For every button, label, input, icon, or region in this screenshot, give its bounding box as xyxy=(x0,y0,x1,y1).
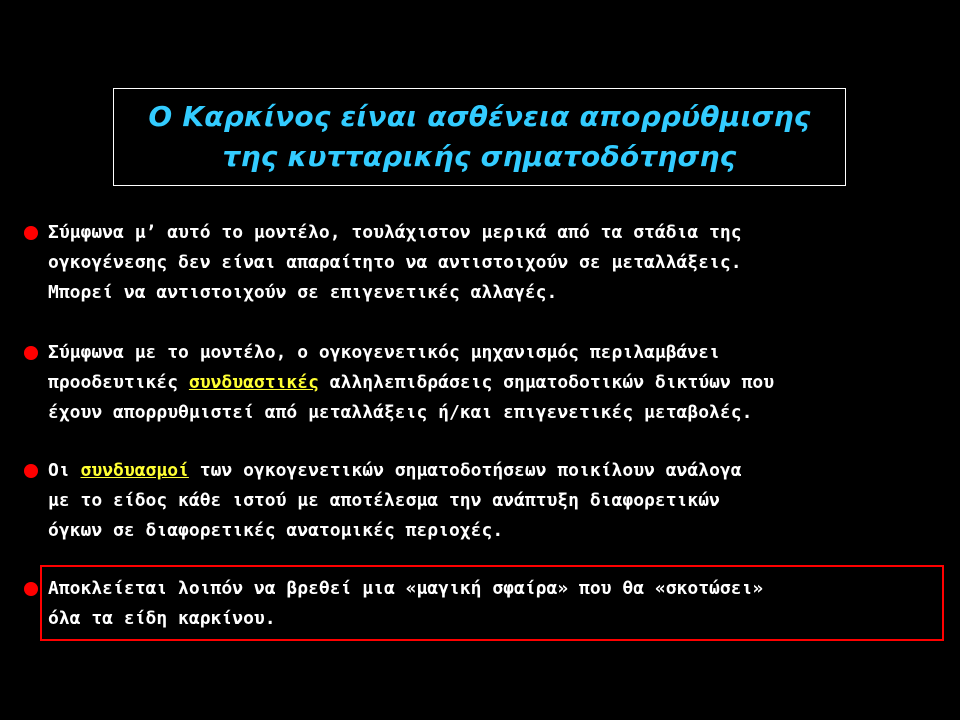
bullet-dot-icon xyxy=(24,346,38,360)
bullet-2-line-2-end: αλληλεπιδράσεις σηματοδοτικών δικτύων που xyxy=(318,372,775,393)
bullet-2-line-2-start: προοδευτικές xyxy=(48,372,189,393)
bullet-text-3 xyxy=(48,456,938,546)
bullet-text-2 xyxy=(48,338,938,428)
highlight-synduastikes: συνδυαστικές xyxy=(188,372,319,393)
title-line-2: της κυτταρικής σηματοδότησης xyxy=(222,140,737,173)
bullet-dot-icon xyxy=(24,464,38,478)
title-box xyxy=(113,88,846,186)
bullet-1-line-3: Μπορεί να αντιστοιχούν σε επιγενετικές αλλαγές. xyxy=(48,282,558,303)
bullet-3-line-2: με το είδος κάθε ιστού με αποτέλεσμα την ανάπτυξη διαφορετικών xyxy=(48,490,720,511)
highlight-syndyasmoi: συνδυασμοί xyxy=(80,460,189,481)
bullet-2-line-3: έχουν απορρυθμιστεί από μεταλλάξεις ή/και επιγενετικές μεταβολές. xyxy=(48,402,753,423)
bullet-text-1 xyxy=(48,218,938,308)
bullet-4-line-2: όλα τα είδη καρκίνου. xyxy=(48,608,276,629)
bullet-3-line-3: όγκων σε διαφορετικές ανατομικές περιοχές. xyxy=(48,520,504,541)
bullet-1-line-2: ογκογένεσης δεν είναι απαραίτητο να αντιστοιχούν σε μεταλλάξεις. xyxy=(48,252,742,273)
bullet-text-4 xyxy=(48,574,938,634)
bullet-3-line-1-end: των ογκογενετικών σηματοδοτήσεων ποικίλουν ανάλογα xyxy=(188,460,742,481)
bullet-dot-icon xyxy=(24,226,38,240)
bullet-3-line-1-start: Οι xyxy=(48,460,81,481)
bullet-4-line-1: Αποκλείεται λοιπόν να βρεθεί μια «μαγική σφαίρα» που θα «σκοτώσει» xyxy=(48,578,764,599)
bullet-2-line-1: Σύμφωνα με το μοντέλο, ο ογκογενετικός μηχανισμός περιλαμβάνει xyxy=(48,342,720,363)
bullet-2-line-2 xyxy=(48,368,938,398)
bullet-1-line-1: Σύμφωνα μ’ αυτό το μοντέλο, τουλάχιστον μερικά από τα στάδια της xyxy=(48,222,742,243)
bullet-dot-icon xyxy=(24,582,38,596)
bullet-3-line-1 xyxy=(48,456,938,486)
title-line-1: Ο Καρκίνος είναι ασθένεια απορρύθμισης xyxy=(148,100,811,133)
